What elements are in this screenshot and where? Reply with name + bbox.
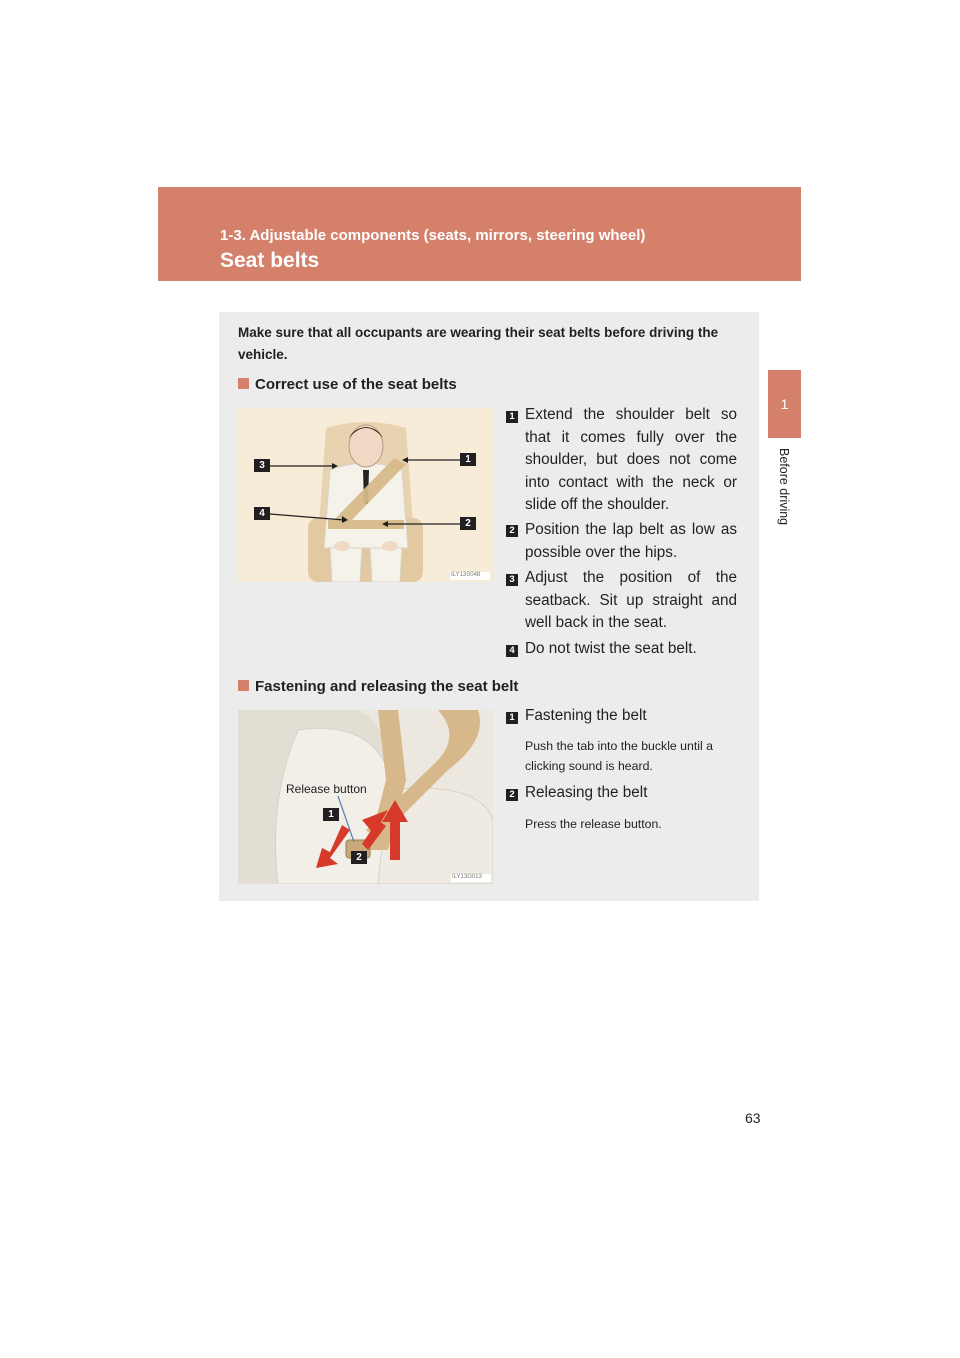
section-heading-label: Correct use of the seat belts (255, 376, 457, 393)
figure-label-3: 3 (254, 459, 270, 472)
step-detail-release: Press the release button. (525, 817, 662, 831)
figure-label-2: 2 (351, 851, 367, 864)
heading-square-icon (238, 680, 249, 691)
page-number: 63 (745, 1110, 761, 1126)
chapter-name-label: Before driving (777, 448, 791, 526)
figure-seat-belt-posture (238, 408, 493, 582)
release-button-callout: Release button (286, 782, 367, 796)
figure-code: ILY13G013 (452, 874, 482, 880)
step-number-1: 1 (506, 411, 518, 423)
step-text-1: Extend the shoulder belt so that it comes fully over the shoulder, but does not come into contact with the neck or slide off the shoulder. (525, 406, 737, 513)
chapter-name (774, 448, 794, 548)
figure-label-4: 4 (254, 507, 270, 520)
step-number-4: 4 (506, 645, 518, 657)
section-label: 1-3. Adjustable components (seats, mirrors, steering wheel) (220, 227, 646, 244)
page-title: Seat belts (220, 249, 320, 272)
section-heading-correct-use (238, 376, 457, 393)
step-text-3: Adjust the position of the seatback. Sit up straight and well back in the seat. (525, 569, 737, 631)
step-detail-fasten: Push the tab into the buckle until a clicking sound is heard. (525, 739, 713, 773)
step-title-fasten: Fastening the belt (525, 707, 647, 724)
step-number-release: 2 (506, 789, 518, 801)
step-title-release: Releasing the belt (525, 784, 648, 801)
step-number-2: 2 (506, 525, 518, 537)
section-heading-label: Fastening and releasing the seat belt (255, 678, 519, 695)
figure-label-1: 1 (323, 808, 339, 821)
step-number-fasten: 1 (506, 712, 518, 724)
figure-code: ILY13S048 (451, 572, 481, 578)
heading-square-icon (238, 378, 249, 389)
seated-person-illustration (238, 408, 493, 582)
figure-buckle (238, 710, 493, 884)
step-text-2: Position the lap belt as low as possible over the hips. (525, 521, 737, 561)
chapter-tab: 1 (768, 370, 801, 438)
step-text-4: Do not twist the seat belt. (525, 640, 697, 657)
intro-text: Make sure that all occupants are wearing their seat belts before driving the vehicle. (238, 325, 719, 362)
figure-label-1: 1 (460, 453, 476, 466)
section-heading-fastening (238, 678, 518, 695)
step-number-3: 3 (506, 574, 518, 586)
figure-label-2: 2 (460, 517, 476, 530)
